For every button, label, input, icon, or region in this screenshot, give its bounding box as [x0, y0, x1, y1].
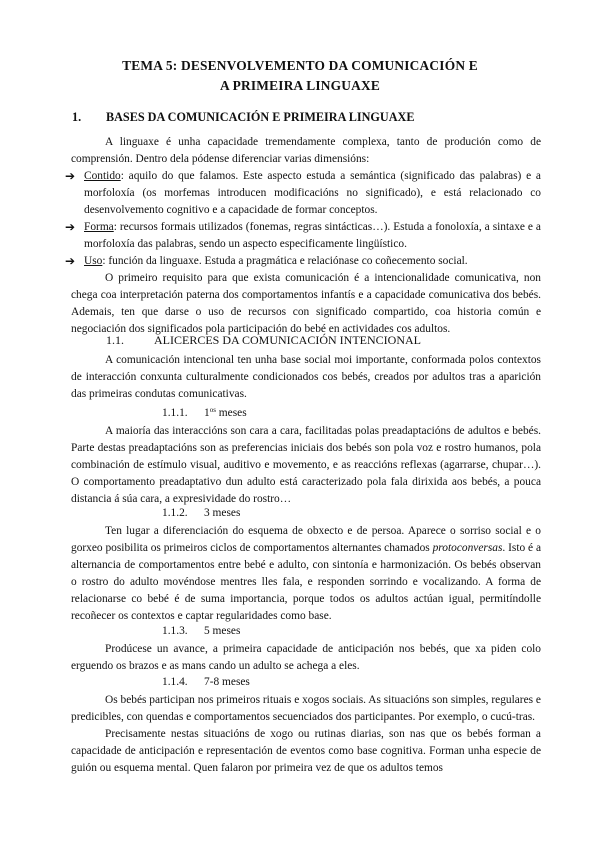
subsubsection-number: 1.1.1. [162, 407, 188, 419]
subsection-number: 1.1. [106, 333, 124, 347]
subsubsection-heading [162, 676, 250, 688]
intentional-paragraph: A comunicación intencional ten unha base social moi importante, conformada polos contextos de interacción conxunta culturalmente condicionados cos bebés, creados por adultos tras a aparición das primeiras condutas comunicativas. [71, 354, 541, 400]
subsubsection-title: 5 meses [204, 625, 241, 637]
section-title: BASES DA COMUNICACIÓN E PRIMEIRA LINGUAXE [106, 110, 415, 124]
subsubsection-number: 1.1.2. [162, 507, 188, 519]
subsubsection-title: $1^{os}$ meses [204, 406, 247, 419]
subsubsection-number: 1.1.3. [162, 625, 188, 637]
anticipation-paragraph: Precisamente nestas situacións de xogo ou rutinas diarias, son nas que os bebés forman a capacidade de anticipación e representación de eventos como base cognitiva. Forman unha especie de guión ou esquema mental. Quen falaron por primeira vez de que os adultos temos [71, 728, 541, 774]
document-title-line-1: TEMA 5: DESENVOLVEMENTO DA COMUNICACIÓN E [122, 58, 478, 73]
arrow-icon: ➔ [65, 169, 76, 183]
section-1-body [65, 134, 541, 338]
dimensions-list [65, 168, 541, 270]
list-item [65, 168, 541, 219]
intro-paragraph: A linguaxe é unha capacidade tremendamente complexa, tanto de produción como de comprensión. Dentro dela pódense diferenciar varias dimensións: [71, 136, 541, 165]
list-item-text: : recursos formais utilizados (fonemas, regras sintácticas…). Estuda a fonoloxía, a sintaxe e a morfoloxía das palabras, sendo un aspecto especificamente lingüístico. [84, 221, 541, 250]
subsection-heading [106, 333, 421, 348]
list-item-term: Forma [84, 221, 114, 233]
subsection-1-1-body [71, 352, 541, 403]
five-months-body [71, 641, 541, 675]
subsubsection-number: 1.1.4. [162, 676, 188, 688]
list-item-text: : función da linguaxe. Estuda a pragmática e relaciónase co coñecemento social. [102, 255, 468, 267]
arrow-icon: ➔ [65, 220, 76, 234]
list-item-text: : aquilo do que falamos. Este aspecto estuda a semántica (significado das palabras) e a morfoloxía (os morfemas introducen modificacións no significado), e está relacionado co desenvolvemento cognitivo e a capacidade de formar conceptos. [84, 170, 541, 216]
list-item-term: Uso [84, 255, 103, 267]
section-number: 1. [72, 110, 82, 124]
list-item [65, 253, 541, 270]
three-months-body [71, 523, 541, 625]
subsubsection-title: 3 meses [204, 507, 241, 519]
subsubsection-heading [162, 507, 240, 519]
seven-eight-months-body [71, 692, 541, 777]
five-months-paragraph: Prodúcese un avance, a primeira capacidade de anticipación nos bebés, que xa piden colo erguendo os brazos e as mans cando un adulto se achega a eles. [71, 643, 541, 672]
subsubsection-heading [162, 625, 240, 637]
list-item-term: Contido [84, 170, 121, 182]
requirement-paragraph: O primeiro requisito para que exista comunicación é a intencionalidade comunicativa, non chega coa interpretación paterna dos comportamentos infantís e a capacidade comunicativa dos bebés. Ademais, ten que darse o uso de recursos con significado compartido, coa historia común e negociación dos significados pola participación do bebé en actividades cos adultos. [71, 272, 541, 335]
subsubsection-title: 7-8 meses [204, 676, 250, 688]
subsubsection-heading [162, 406, 247, 419]
section-heading [72, 110, 414, 125]
first-months-body [71, 423, 541, 508]
list-item [65, 219, 541, 253]
document-title-line-2: A PRIMEIRA LINGUAXE [219, 78, 381, 93]
rituals-paragraph: Os bebés participan nos primeiros rituais e xogos sociais. As situacións son simples, regulares e predicibles, con quendas e comportamentos secuenciados dos participantes. Por exemplo, o cucú-tras. [71, 694, 541, 723]
three-months-paragraph: Ten lugar a diferenciación do esquema de obxecto e de persoa. Aparece o sorriso social e o gorxeo posibilita os primeiros ciclos de comportamentos alternantes chamados protoconversas. Isto é a alternancia de comportamentos entre bebé e adulto, con sintonía e harmonización. Os bebés observan o rostro do adulto movéndose mentres lles fala, e responden sorrindo e vocalizando. A forma de relacionarse co bebé é de suma importancia, porque todos os adultos actúan igual, permitíndolle recoñecer os contextos e captar regularidades como base. [71, 525, 542, 622]
arrow-icon: ➔ [65, 254, 76, 268]
emphasis-term: protoconversas [432, 542, 503, 554]
first-months-paragraph: A maioría das interaccións son cara a cara, facilitadas polas preadaptacións de adultos e bebés. Parte destas preadaptacións son as preferencias iniciais dos bebés son pola voz e rostro humanos, pola combinación de estímulo visual, auditivo e movemento, e as reaccións reflexas (agarrarse, chupar…). O comportamento preadaptativo dun adulto está caracterizado pola fala dirixida aos bebés, a pouca distancia á súa cara, a expresividade do rostro… [71, 425, 541, 505]
subsection-title: ALICERCES DA COMUNICACIÓN INTENCIONAL [154, 333, 421, 347]
